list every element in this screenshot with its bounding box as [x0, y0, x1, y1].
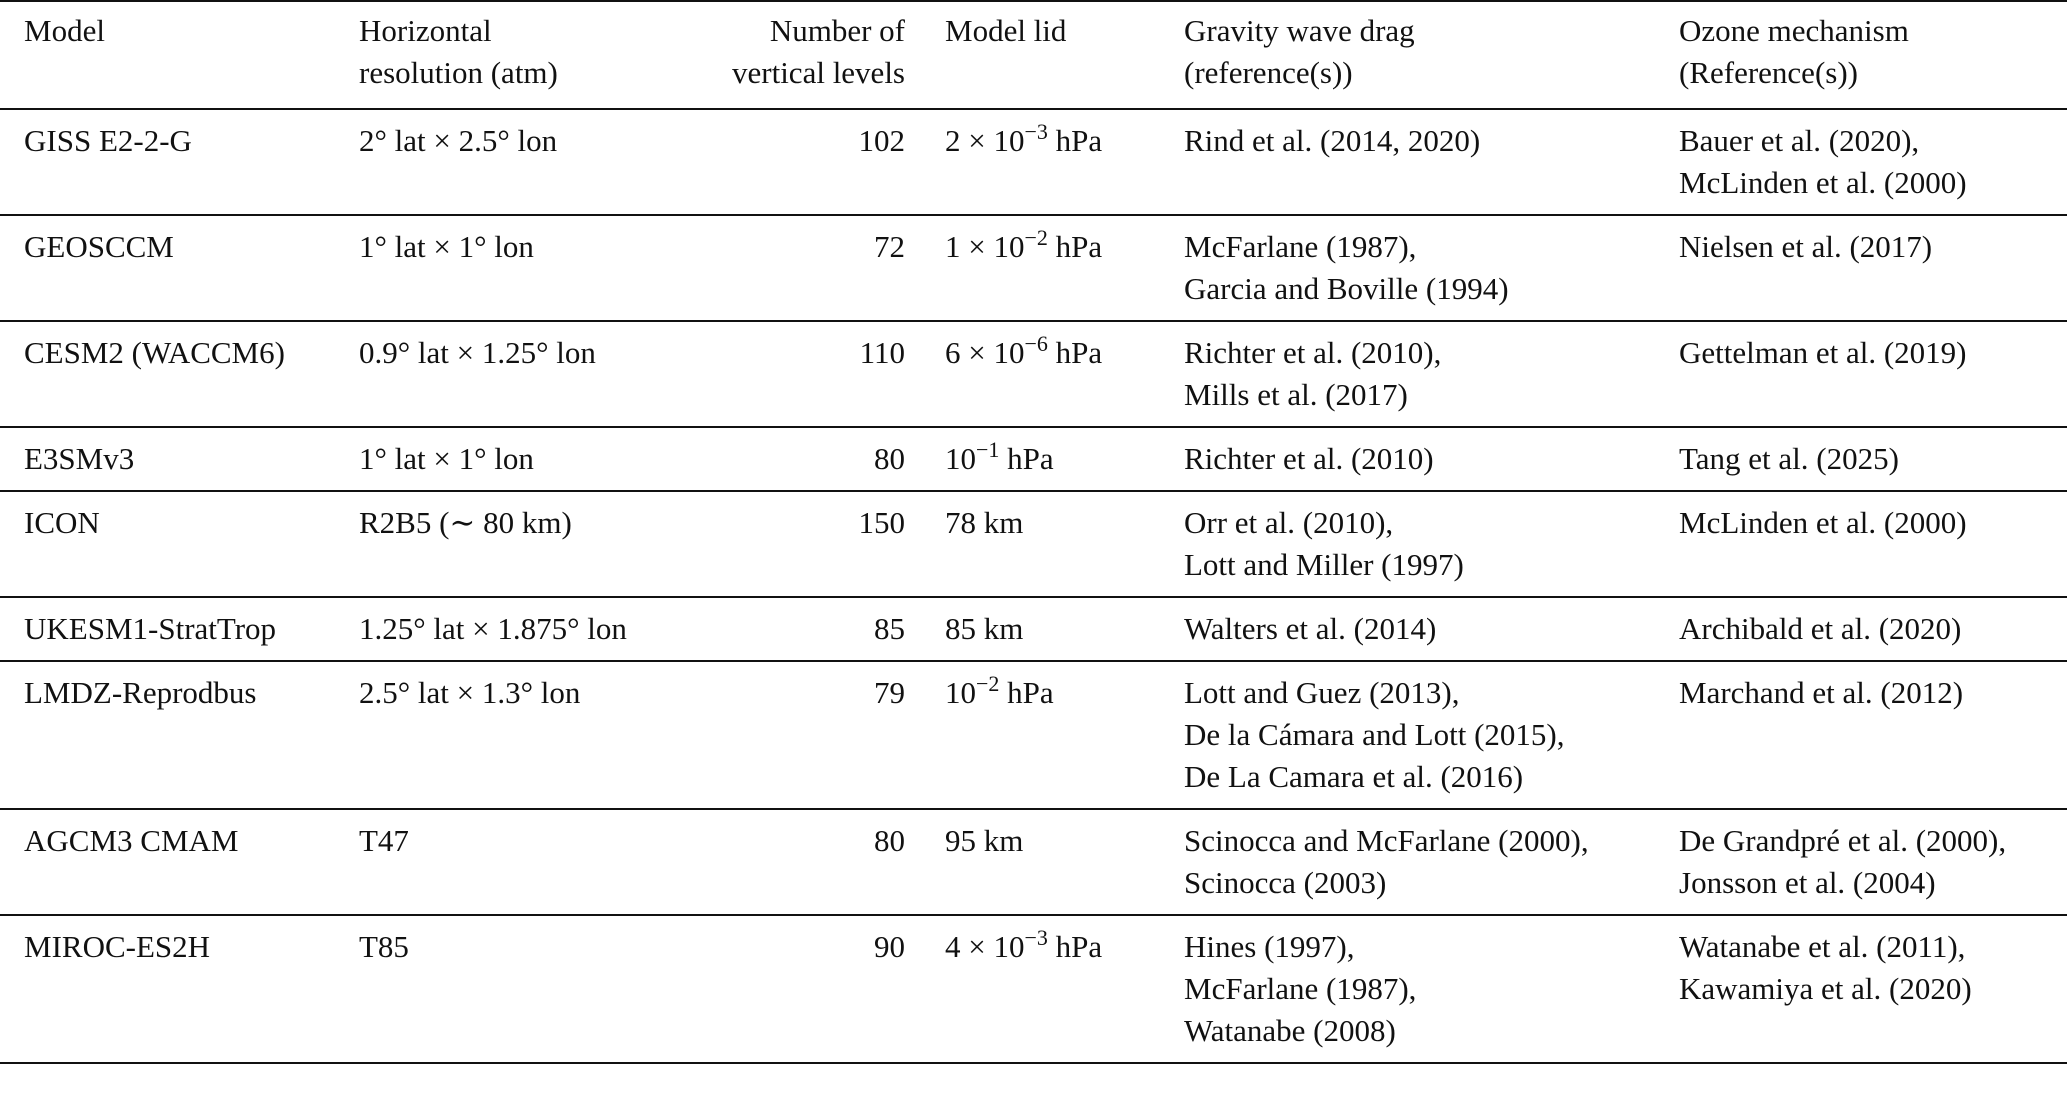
- model-cell: [0, 491, 335, 597]
- cell-line: 79: [874, 675, 905, 710]
- cell-line: 85: [874, 611, 905, 646]
- table-row: [0, 109, 2067, 215]
- ozone-mechanism-cell: [1655, 915, 2067, 1063]
- cell-line: 72: [874, 229, 905, 264]
- lid-value: 78 km: [945, 505, 1024, 540]
- cell-line: McLinden et al. (2000): [1679, 165, 1967, 200]
- cell-line: De la Cámara and Lott (2015),: [1184, 717, 1565, 752]
- header-model-lid: [925, 1, 1160, 109]
- levels-cell: [700, 215, 925, 321]
- table-row: [0, 491, 2067, 597]
- levels-cell: [700, 427, 925, 491]
- header-line: (reference(s)): [1184, 55, 1353, 90]
- cell-line: McFarlane (1987),: [1184, 229, 1417, 264]
- model-lid-cell: [925, 597, 1160, 661]
- header-line: Horizontal: [359, 13, 492, 48]
- cell-line: Kawamiya et al. (2020): [1679, 971, 1972, 1006]
- levels-cell: [700, 597, 925, 661]
- levels-cell: [700, 661, 925, 809]
- cell-line: R2B5 (∼ 80 km): [359, 505, 572, 540]
- lid-exponent: −6: [1024, 331, 1048, 356]
- levels-cell: [700, 321, 925, 427]
- gravity-wave-drag-cell: [1160, 109, 1655, 215]
- table-body: [0, 109, 2067, 1063]
- cell-line: De La Camara et al. (2016): [1184, 759, 1524, 794]
- cell-line: 80: [874, 441, 905, 476]
- header-line: Number of: [769, 13, 905, 48]
- cell-line: Lott and Guez (2013),: [1184, 675, 1460, 710]
- cell-line: CESM2 (WACCM6): [24, 335, 285, 370]
- cell-line: GEOSCCM: [24, 229, 174, 264]
- resolution-cell: [335, 427, 700, 491]
- table-row: [0, 809, 2067, 915]
- cell-line: Bauer et al. (2020),: [1679, 123, 1920, 158]
- ozone-mechanism-cell: [1655, 809, 2067, 915]
- cell-line: MIROC-ES2H: [24, 929, 211, 964]
- header-line: Model: [24, 13, 105, 48]
- cell-line: Scinocca (2003): [1184, 865, 1387, 900]
- model-cell: [0, 321, 335, 427]
- gravity-wave-drag-cell: [1160, 809, 1655, 915]
- model-cell: [0, 109, 335, 215]
- model-cell: [0, 915, 335, 1063]
- gravity-wave-drag-cell: [1160, 915, 1655, 1063]
- model-lid-cell: [925, 809, 1160, 915]
- gravity-wave-drag-cell: [1160, 321, 1655, 427]
- model-cell: [0, 597, 335, 661]
- ozone-mechanism-cell: [1655, 321, 2067, 427]
- resolution-cell: [335, 597, 700, 661]
- cell-line: McFarlane (1987),: [1184, 971, 1417, 1006]
- table-row: [0, 321, 2067, 427]
- gravity-wave-drag-cell: [1160, 661, 1655, 809]
- model-cell: [0, 809, 335, 915]
- cell-line: Lott and Miller (1997): [1184, 547, 1464, 582]
- cell-line: Tang et al. (2025): [1679, 441, 1899, 476]
- header-model: [0, 1, 335, 109]
- model-cell: [0, 661, 335, 809]
- cell-line: Watanabe (2008): [1184, 1013, 1396, 1048]
- resolution-cell: [335, 491, 700, 597]
- lid-unit: hPa: [1047, 929, 1103, 964]
- resolution-cell: [335, 109, 700, 215]
- model-lid-cell: [925, 215, 1160, 321]
- lid-exponent: −1: [976, 437, 1000, 462]
- table-row: [0, 915, 2067, 1063]
- cell-line: Archibald et al. (2020): [1679, 611, 1962, 646]
- cell-line: De Grandpré et al. (2000),: [1679, 823, 2007, 858]
- cell-line: 80: [874, 823, 905, 858]
- header-line: (Reference(s)): [1679, 55, 1858, 90]
- cell-line: Watanabe et al. (2011),: [1679, 929, 1966, 964]
- cell-line: Orr et al. (2010),: [1184, 505, 1394, 540]
- cell-line: LMDZ-Reprodbus: [24, 675, 257, 710]
- lid-unit: hPa: [999, 441, 1054, 476]
- lid-value: 10: [945, 675, 976, 710]
- model-lid-cell: [925, 321, 1160, 427]
- cell-line: Scinocca and McFarlane (2000),: [1184, 823, 1589, 858]
- cell-line: 2° lat × 2.5° lon: [359, 123, 558, 158]
- table-header: [0, 1, 2067, 109]
- header-resolution: [335, 1, 700, 109]
- model-cell: [0, 215, 335, 321]
- header-line: Ozone mechanism: [1679, 13, 1909, 48]
- table-row: [0, 597, 2067, 661]
- lid-value: 2 × 10: [945, 123, 1025, 158]
- header-gravity-wave-drag: [1160, 1, 1655, 109]
- model-lid-cell: [925, 109, 1160, 215]
- lid-unit: hPa: [999, 675, 1054, 710]
- cell-line: Gettelman et al. (2019): [1679, 335, 1967, 370]
- cell-line: T85: [359, 929, 409, 964]
- lid-value: 95 km: [945, 823, 1024, 858]
- cell-line: 0.9° lat × 1.25° lon: [359, 335, 596, 370]
- lid-unit: hPa: [1047, 229, 1103, 264]
- lid-value: 85 km: [945, 611, 1024, 646]
- cell-line: 1.25° lat × 1.875° lon: [359, 611, 627, 646]
- cell-line: 1° lat × 1° lon: [359, 229, 534, 264]
- cell-line: UKESM1-StratTrop: [24, 611, 277, 646]
- header-row: [0, 1, 2067, 109]
- levels-cell: [700, 915, 925, 1063]
- lid-exponent: −2: [1024, 225, 1048, 250]
- gravity-wave-drag-cell: [1160, 597, 1655, 661]
- lid-value: 4 × 10: [945, 929, 1025, 964]
- cell-line: Richter et al. (2010): [1184, 441, 1434, 476]
- cell-line: T47: [359, 823, 409, 858]
- ozone-mechanism-cell: [1655, 661, 2067, 809]
- gravity-wave-drag-cell: [1160, 491, 1655, 597]
- header-levels: [700, 1, 925, 109]
- model-lid-cell: [925, 427, 1160, 491]
- ozone-mechanism-cell: [1655, 597, 2067, 661]
- cell-line: Nielsen et al. (2017): [1679, 229, 1933, 264]
- header-line: Gravity wave drag: [1184, 13, 1415, 48]
- levels-cell: [700, 491, 925, 597]
- cell-line: Mills et al. (2017): [1184, 377, 1408, 412]
- cell-line: AGCM3 CMAM: [24, 823, 239, 858]
- ozone-mechanism-cell: [1655, 427, 2067, 491]
- model-lid-cell: [925, 661, 1160, 809]
- lid-unit: hPa: [1047, 335, 1103, 370]
- table-row: [0, 661, 2067, 809]
- gravity-wave-drag-cell: [1160, 215, 1655, 321]
- lid-value: 6 × 10: [945, 335, 1025, 370]
- model-cell: [0, 427, 335, 491]
- cell-line: 1° lat × 1° lon: [359, 441, 534, 476]
- ozone-mechanism-cell: [1655, 215, 2067, 321]
- cell-line: 90: [874, 929, 905, 964]
- header-ozone-mechanism: [1655, 1, 2067, 109]
- cell-line: Garcia and Boville (1994): [1184, 271, 1509, 306]
- cell-line: Rind et al. (2014, 2020): [1184, 123, 1481, 158]
- lid-exponent: −2: [976, 671, 1000, 696]
- lid-value: 1 × 10: [945, 229, 1025, 264]
- cell-line: 150: [858, 505, 905, 540]
- resolution-cell: [335, 915, 700, 1063]
- cell-line: 102: [858, 123, 905, 158]
- table-row: [0, 215, 2067, 321]
- cell-line: E3SMv3: [24, 441, 135, 476]
- cell-line: Jonsson et al. (2004): [1679, 865, 1936, 900]
- lid-value: 10: [945, 441, 976, 476]
- ozone-mechanism-cell: [1655, 491, 2067, 597]
- cell-line: Richter et al. (2010),: [1184, 335, 1442, 370]
- levels-cell: [700, 809, 925, 915]
- cell-line: 2.5° lat × 1.3° lon: [359, 675, 581, 710]
- header-line: Model lid: [945, 13, 1067, 48]
- ozone-mechanism-cell: [1655, 109, 2067, 215]
- cell-line: Marchand et al. (2012): [1679, 675, 1964, 710]
- lid-unit: hPa: [1047, 123, 1103, 158]
- header-line: vertical levels: [732, 55, 905, 90]
- resolution-cell: [335, 321, 700, 427]
- model-lid-cell: [925, 915, 1160, 1063]
- cell-line: GISS E2-2-G: [24, 123, 192, 158]
- model-lid-cell: [925, 491, 1160, 597]
- resolution-cell: [335, 661, 700, 809]
- lid-exponent: −3: [1024, 925, 1048, 950]
- cell-line: Hines (1997),: [1184, 929, 1355, 964]
- resolution-cell: [335, 809, 700, 915]
- levels-cell: [700, 109, 925, 215]
- gravity-wave-drag-cell: [1160, 427, 1655, 491]
- header-line: resolution (atm): [359, 55, 558, 90]
- resolution-cell: [335, 215, 700, 321]
- cell-line: ICON: [24, 505, 100, 540]
- cell-line: McLinden et al. (2000): [1679, 505, 1967, 540]
- cell-line: 110: [859, 335, 905, 370]
- table-row: [0, 427, 2067, 491]
- lid-exponent: −3: [1024, 119, 1048, 144]
- cell-line: Walters et al. (2014): [1184, 611, 1437, 646]
